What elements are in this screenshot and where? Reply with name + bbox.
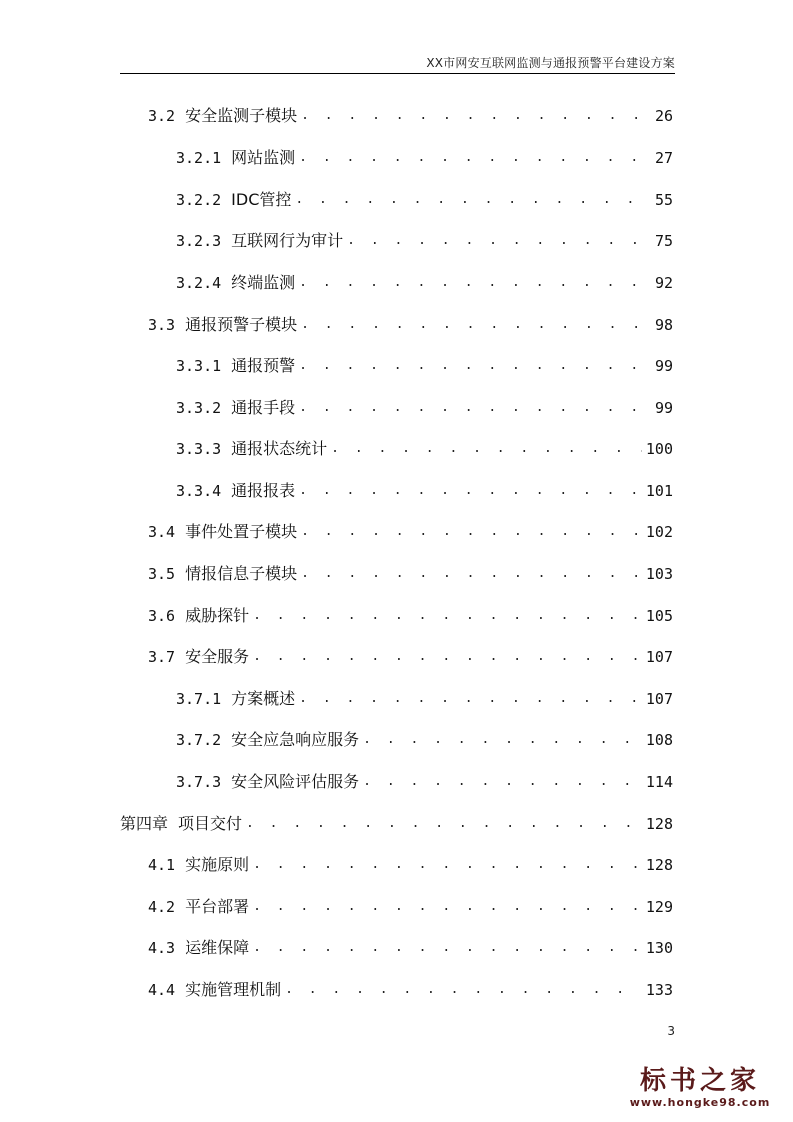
toc-leader-dots (246, 812, 642, 836)
toc-entry-number: 3.3.2 (176, 399, 222, 417)
toc-entry-number: 3.7.3 (176, 773, 222, 791)
toc-entry-number: 3.3 (148, 316, 176, 334)
toc-leader-dots (299, 146, 651, 170)
toc-entry-title: 通报报表 (231, 481, 296, 500)
toc-entry-number: 3.7 (148, 648, 176, 666)
toc-entry-number: 3.7.1 (176, 690, 222, 708)
toc-leader-dots (253, 604, 642, 628)
toc-entry-title: 项目交付 (178, 814, 243, 833)
toc-entry[interactable] (176, 146, 673, 170)
toc-entry[interactable] (148, 645, 673, 669)
toc-entry-number: 3.3.3 (176, 440, 222, 458)
toc-entry-page: 103 (645, 565, 673, 583)
toc-entry-title: 安全监测子模块 (185, 106, 298, 125)
watermark-logo: 标书之家 (639, 1066, 760, 1096)
toc-entry-number: 3.2 (148, 107, 176, 125)
toc-entry-page: 27 (654, 149, 673, 167)
toc-entry-page: 99 (654, 399, 673, 417)
toc-entry[interactable] (176, 479, 673, 503)
toc-entry[interactable] (176, 354, 673, 378)
toc-entry-number: 4.4 (148, 981, 176, 999)
toc-entry-title: 实施管理机制 (185, 980, 282, 999)
toc-entry[interactable] (148, 604, 673, 628)
toc-entry-page: 128 (645, 856, 673, 874)
toc-leader-dots (253, 853, 642, 877)
toc-entry[interactable] (148, 313, 673, 337)
toc-entry-number: 3.3.1 (176, 357, 222, 375)
toc-leader-dots (301, 520, 642, 544)
toc-leader-dots (253, 645, 642, 669)
toc-entry[interactable] (176, 687, 673, 711)
toc-entry-page: 99 (654, 357, 673, 375)
page-number: 3 (667, 1024, 675, 1038)
toc-entry-title: 安全应急响应服务 (231, 730, 360, 749)
toc-entry-page: 75 (654, 232, 673, 250)
toc-entry-number: 4.1 (148, 856, 176, 874)
toc-entry-title: 方案概述 (231, 689, 296, 708)
toc-entry-number: 4.2 (148, 898, 176, 916)
toc-leader-dots (363, 770, 642, 794)
toc-entry-title: 实施原则 (185, 855, 250, 874)
toc-entry-title: 平台部署 (185, 897, 250, 916)
toc-entry-number: 3.6 (148, 607, 176, 625)
toc-entry[interactable] (176, 229, 673, 253)
toc-entry-page: 102 (645, 523, 673, 541)
toc-entry-page: 98 (654, 316, 673, 334)
toc-entry[interactable] (148, 936, 673, 960)
toc-entry-number: 3.3.4 (176, 482, 222, 500)
toc-entry-title: 网站监测 (231, 148, 296, 167)
toc-entry-title: 终端监测 (231, 273, 296, 292)
toc-leader-dots (301, 562, 642, 586)
toc-entry[interactable] (148, 562, 673, 586)
toc-entry-number: 3.2.3 (176, 232, 222, 250)
toc-entry-page: 100 (645, 440, 673, 458)
toc-leader-dots (299, 396, 651, 420)
toc-entry-title: 事件处置子模块 (185, 522, 298, 541)
toc-entry-number: 3.5 (148, 565, 176, 583)
toc-entry-title: 威胁探针 (185, 606, 250, 625)
toc-entry[interactable] (120, 812, 673, 836)
toc-entry[interactable] (148, 520, 673, 544)
toc-leader-dots (299, 479, 642, 503)
toc-leader-dots (285, 978, 642, 1002)
toc-leader-dots (301, 104, 651, 128)
toc-leader-dots (253, 936, 642, 960)
toc-entry-page: 133 (645, 981, 673, 999)
toc-entry-title: 运维保障 (185, 938, 250, 957)
header-rule (120, 73, 675, 74)
toc-entry-number: 3.2.4 (176, 274, 222, 292)
toc-entry-page: 128 (645, 815, 673, 833)
toc-entry[interactable] (148, 895, 673, 919)
toc-entry[interactable] (176, 770, 673, 794)
toc-entry-page: 114 (645, 773, 673, 791)
toc-entry-title: 安全风险评估服务 (231, 772, 360, 791)
toc-entry-page: 129 (645, 898, 673, 916)
toc-entry-title: 安全服务 (185, 647, 250, 666)
toc-entry-number: 第四章 (120, 814, 169, 833)
toc-entry-title: 互联网行为审计 (231, 231, 344, 250)
toc-leader-dots (347, 229, 651, 253)
toc-entry-page: 130 (645, 939, 673, 957)
toc-entry-page: 26 (654, 107, 673, 125)
toc-leader-dots (299, 271, 651, 295)
toc-entry[interactable] (148, 104, 673, 128)
toc-entry-page: 92 (654, 274, 673, 292)
toc-entry[interactable] (176, 396, 673, 420)
toc-leader-dots (299, 687, 642, 711)
toc-entry-page: 108 (645, 731, 673, 749)
toc-entry[interactable] (176, 728, 673, 752)
toc-leader-dots (301, 313, 651, 337)
toc-entry-number: 3.2.2 (176, 191, 222, 209)
toc-entry-number: 3.2.1 (176, 149, 222, 167)
toc-entry-page: 105 (645, 607, 673, 625)
toc-entry[interactable] (176, 437, 673, 461)
toc-leader-dots (331, 437, 642, 461)
toc-entry[interactable] (176, 271, 673, 295)
toc-leader-dots (363, 728, 642, 752)
page-header: XX市网安互联网监测与通报预警平台建设方案 (426, 56, 675, 70)
toc-leader-dots (299, 354, 651, 378)
toc-leader-dots (253, 895, 642, 919)
toc-entry-number: 3.4 (148, 523, 176, 541)
toc-entry-title: 通报手段 (231, 398, 296, 417)
toc-entry-number: 4.3 (148, 939, 176, 957)
toc-entry-page: 55 (654, 191, 673, 209)
toc-entry-page: 101 (645, 482, 673, 500)
watermark (625, 1066, 775, 1110)
toc-entry[interactable] (148, 853, 673, 877)
toc-leader-dots (295, 188, 651, 212)
toc-entry-title: 情报信息子模块 (185, 564, 298, 583)
toc-entry-page: 107 (645, 648, 673, 666)
toc-entry-title: 通报预警 (231, 356, 296, 375)
toc-entry-page: 107 (645, 690, 673, 708)
toc-entry-title: IDC管控 (231, 190, 292, 209)
toc-entry[interactable] (148, 978, 673, 1002)
toc-entry[interactable] (176, 188, 673, 212)
toc-entry-title: 通报状态统计 (231, 439, 328, 458)
toc-entry-number: 3.7.2 (176, 731, 222, 749)
toc-entry-title: 通报预警子模块 (185, 315, 298, 334)
watermark-url: www.hongke98.com (629, 1096, 771, 1109)
